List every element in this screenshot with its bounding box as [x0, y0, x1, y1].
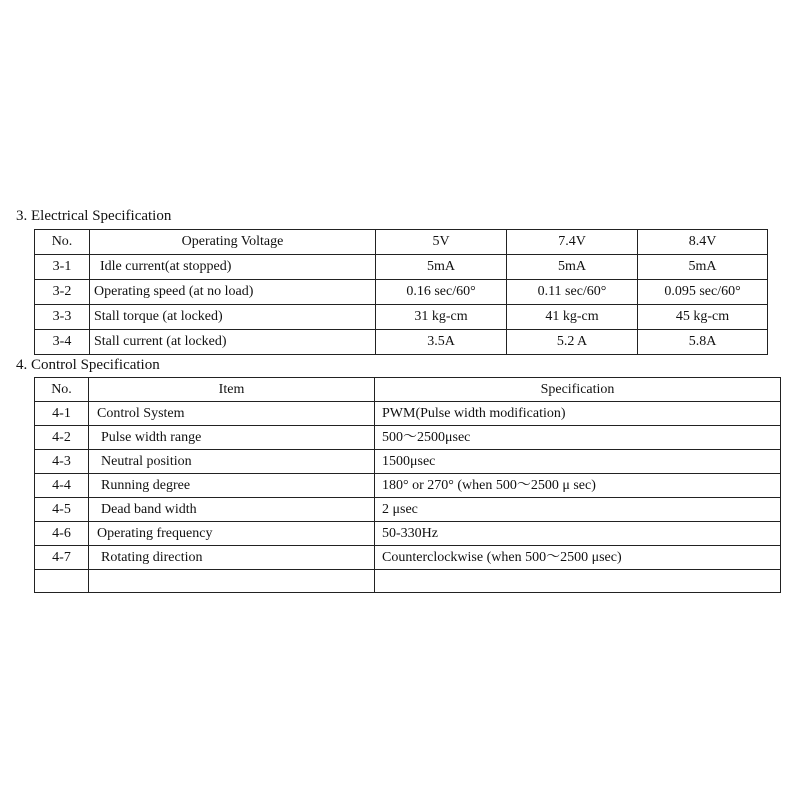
row-spec: 500～2500μsec	[375, 426, 781, 450]
row-param: Operating speed (at no load)	[90, 280, 376, 305]
row-value-5v: 3.5A	[376, 330, 507, 355]
table-header-row	[35, 230, 768, 255]
row-item: Pulse width range	[89, 426, 375, 450]
table-row	[35, 474, 781, 498]
table-row	[35, 498, 781, 522]
row-item: Operating frequency	[89, 522, 375, 546]
table-row	[35, 305, 768, 330]
empty-cell	[375, 570, 781, 593]
header-no: No.	[35, 230, 90, 255]
row-no: 4-3	[35, 450, 89, 474]
row-no: 4-5	[35, 498, 89, 522]
row-value-5v: 0.16 sec/60°	[376, 280, 507, 305]
row-value-8-4v: 0.095 sec/60°	[638, 280, 768, 305]
table-row	[35, 280, 768, 305]
table-row	[35, 426, 781, 450]
row-spec: 2 μsec	[375, 498, 781, 522]
row-value-7-4v: 41 kg-cm	[507, 305, 638, 330]
table-header-row	[35, 378, 781, 402]
header-item: Item	[89, 378, 375, 402]
control-spec-table	[34, 377, 781, 593]
row-spec: 50-330Hz	[375, 522, 781, 546]
row-no: 4-1	[35, 402, 89, 426]
row-item: Running degree	[89, 474, 375, 498]
row-spec: 180° or 270° (when 500～2500 μ sec)	[375, 474, 781, 498]
table-row	[35, 546, 781, 570]
electrical-spec-table	[34, 229, 768, 355]
row-no: 4-6	[35, 522, 89, 546]
header-voltage-5v: 5V	[376, 230, 507, 255]
row-no: 3-3	[35, 305, 90, 330]
table-row-empty	[35, 570, 781, 593]
row-value-8-4v: 5.8A	[638, 330, 768, 355]
row-value-7-4v: 5.2 A	[507, 330, 638, 355]
row-value-5v: 5mA	[376, 255, 507, 280]
table-row	[35, 255, 768, 280]
row-spec: Counterclockwise (when 500～2500 μsec)	[375, 546, 781, 570]
row-param: Idle current(at stopped)	[90, 255, 376, 280]
table-row	[35, 330, 768, 355]
row-spec: 1500μsec	[375, 450, 781, 474]
row-no: 4-2	[35, 426, 89, 450]
row-item: Neutral position	[89, 450, 375, 474]
row-no: 4-4	[35, 474, 89, 498]
row-no: 4-7	[35, 546, 89, 570]
header-no: No.	[35, 378, 89, 402]
row-param: Stall current (at locked)	[90, 330, 376, 355]
row-value-8-4v: 5mA	[638, 255, 768, 280]
empty-cell	[89, 570, 375, 593]
row-no: 3-2	[35, 280, 90, 305]
row-value-5v: 31 kg-cm	[376, 305, 507, 330]
header-specification: Specification	[375, 378, 781, 402]
row-item: Rotating direction	[89, 546, 375, 570]
row-no: 3-1	[35, 255, 90, 280]
row-spec: PWM(Pulse width modification)	[375, 402, 781, 426]
table-row	[35, 522, 781, 546]
electrical-spec-heading: 3. Electrical Specification	[16, 208, 172, 224]
control-spec-heading: 4. Control Specification	[16, 357, 160, 373]
header-operating-voltage: Operating Voltage	[90, 230, 376, 255]
row-no: 3-4	[35, 330, 90, 355]
row-value-7-4v: 0.11 sec/60°	[507, 280, 638, 305]
table-row	[35, 402, 781, 426]
header-voltage-7-4v: 7.4V	[507, 230, 638, 255]
row-value-7-4v: 5mA	[507, 255, 638, 280]
row-item: Dead band width	[89, 498, 375, 522]
empty-cell	[35, 570, 89, 593]
row-value-8-4v: 45 kg-cm	[638, 305, 768, 330]
row-item: Control System	[89, 402, 375, 426]
header-voltage-8-4v: 8.4V	[638, 230, 768, 255]
table-row	[35, 450, 781, 474]
row-param: Stall torque (at locked)	[90, 305, 376, 330]
